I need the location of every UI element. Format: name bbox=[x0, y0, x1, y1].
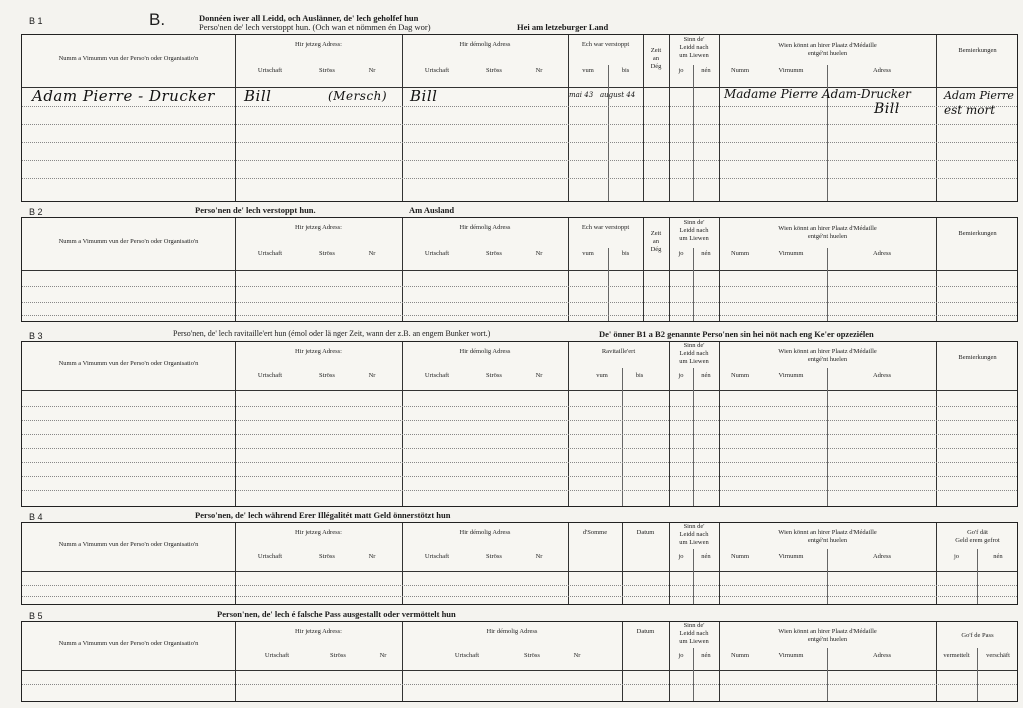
b1-sinn-1: Sinn de' bbox=[683, 36, 705, 43]
b4-addr-now-nr: Nr bbox=[368, 553, 376, 560]
b2-title-right: Am Ausland bbox=[409, 205, 455, 215]
b2-hidden-to: bis bbox=[621, 250, 630, 257]
b4-wien-1: Wien könnt an hirer Plaatz d'Médaille bbox=[778, 529, 877, 536]
b2-addr-now-street: Ströss bbox=[319, 250, 335, 257]
b5-sinn-3: um Liewen bbox=[679, 638, 709, 645]
b2-rec-name: Numm bbox=[730, 250, 750, 257]
b4-addr-now-place: Urtschaft bbox=[257, 553, 283, 560]
form-letter: B. bbox=[149, 10, 166, 29]
b1-sinn-nen: nén bbox=[701, 67, 711, 74]
b2-addr-now-header: Hir jetzeg Adress: bbox=[295, 224, 342, 231]
b3-addr-now-header: Hir jetzeg Adress: bbox=[295, 348, 342, 355]
table-b1 bbox=[21, 34, 1018, 202]
b1-entry-remark-1: Adam Pierre bbox=[944, 89, 1014, 102]
b2-addr-then-place: Urtschaft bbox=[424, 250, 450, 257]
b1-entry-remark-2: est mort bbox=[944, 103, 996, 117]
b5-sinn-2: Leidd nach bbox=[679, 630, 709, 637]
b1-entry-rec-place: Bill bbox=[874, 101, 900, 117]
b1-sinn-2: Leidd nach bbox=[679, 44, 709, 51]
b4-rec-address: Adress bbox=[872, 553, 892, 560]
section-b5 bbox=[21, 609, 1018, 702]
b3-addr-now-street: Ströss bbox=[319, 372, 335, 379]
b4-sinn-2: Leidd nach bbox=[679, 531, 709, 538]
b4-sinn-3: um Liewen bbox=[679, 539, 709, 546]
b5-gof-header: Go'f de Pass bbox=[961, 632, 994, 639]
b1-rec-address: Adress bbox=[872, 67, 892, 74]
b1-hidden-to: bis bbox=[621, 67, 630, 74]
b5-rec-firstname: Virnumm bbox=[778, 652, 804, 659]
b5-addr-now-header: Hir jetzeg Adress: bbox=[295, 628, 342, 635]
b1-entry-now-place: Bill bbox=[244, 87, 272, 105]
b2-title: Perso'nen de' lech verstoppt hun. bbox=[195, 205, 316, 215]
b4-sinn-1: Sinn de' bbox=[683, 523, 705, 530]
b5-wien-1: Wien könnt an hirer Plaatz d'Médaille bbox=[778, 628, 877, 635]
b5-rec-address: Adress bbox=[872, 652, 892, 659]
b1-addr-then-header: Hir démolig Adress bbox=[459, 41, 511, 48]
b3-addr-then-place: Urtschaft bbox=[424, 372, 450, 379]
b5-sinn-1: Sinn de' bbox=[683, 622, 705, 629]
b2-sinn-nen: nén bbox=[701, 250, 711, 257]
b3-addr-then-nr: Nr bbox=[535, 372, 543, 379]
b2-zeit-2: an bbox=[652, 238, 660, 245]
b5-gof-verschaft: verschäft bbox=[986, 652, 1010, 659]
b1-zeit-3: Dég bbox=[650, 63, 662, 70]
b1-addr-then-place: Urtschaft bbox=[424, 67, 450, 74]
b2-addr-now-nr: Nr bbox=[368, 250, 376, 257]
b1-entry-name: Adam Pierre - Drucker bbox=[32, 87, 215, 105]
b4-sinn-jo: jo bbox=[678, 553, 684, 560]
b3-name-col-header: Numm a Vimumm vun der Perso'n oder Organisatio'n bbox=[58, 360, 199, 367]
b4-addr-then-header: Hir démolig Adress bbox=[459, 529, 511, 536]
b1-rec-firstname: Virnumm bbox=[778, 67, 804, 74]
b1-rec-name: Numm bbox=[730, 67, 750, 74]
b3-rec-name: Numm bbox=[730, 372, 750, 379]
b1-entry-rec-name: Madame Pierre Adam-Drucker bbox=[724, 87, 911, 101]
b5-date-header: Datum bbox=[636, 628, 655, 635]
b5-gof-vermettelt: vermettelt bbox=[943, 652, 970, 659]
b4-addr-then-place: Urtschaft bbox=[424, 553, 450, 560]
b2-addr-then-header: Hir démolig Adress bbox=[459, 224, 511, 231]
b2-hidden-header: Ech war verstoppt bbox=[581, 224, 630, 231]
b3-sinn-nen: nén bbox=[701, 372, 711, 379]
b2-addr-then-nr: Nr bbox=[535, 250, 543, 257]
b1-addr-now-street: Ströss bbox=[319, 67, 335, 74]
b5-addr-then-street: Ströss bbox=[524, 652, 540, 659]
b2-sinn-3: um Liewen bbox=[679, 235, 709, 242]
b3-sinn-3: um Liewen bbox=[679, 358, 709, 365]
b4-addr-then-street: Ströss bbox=[486, 553, 502, 560]
b4-rec-firstname: Virnumm bbox=[778, 553, 804, 560]
b5-addr-then-header: Hir démolig Adress bbox=[486, 628, 538, 635]
b3-sinn-2: Leidd nach bbox=[679, 350, 709, 357]
b4-date-header: Datum bbox=[636, 529, 655, 536]
b1-zeit-1: Zeit bbox=[650, 47, 662, 54]
b5-addr-then-place: Urtschaft bbox=[454, 652, 480, 659]
header-line2-right: Hei am letzeburger Land bbox=[517, 22, 609, 32]
b5-wien-2: entgé'nt huelen bbox=[807, 636, 848, 643]
b4-title: Perso'nen, de' lech während Erer Illégalitét matt Geld önnerstötzt hun bbox=[195, 510, 451, 520]
b2-addr-then-street: Ströss bbox=[486, 250, 502, 257]
b4-wien-2: entgé'nt huelen bbox=[807, 537, 848, 544]
section-b3-id: B 3 bbox=[29, 331, 43, 341]
b5-rec-name: Numm bbox=[730, 652, 750, 659]
b5-addr-then-nr: Nr bbox=[573, 652, 581, 659]
b1-entry-to: august 44 bbox=[600, 91, 636, 99]
b1-addr-then-nr: Nr bbox=[535, 67, 543, 74]
b4-addr-now-street: Ströss bbox=[319, 553, 335, 560]
b3-ravit-from: vum bbox=[596, 372, 608, 379]
b1-wien-2: entgé'nt huelen bbox=[807, 50, 848, 57]
section-b1-id: B 1 bbox=[29, 16, 43, 26]
form-page bbox=[21, 12, 1018, 702]
b2-name-col-header: Numm a Vimumm vun der Perso'n oder Organisatio'n bbox=[58, 238, 199, 245]
b1-zeit-2: an bbox=[652, 55, 660, 62]
b3-addr-then-header: Hir démolig Adress bbox=[459, 348, 511, 355]
section-b1 bbox=[21, 12, 1018, 202]
b4-sum-header: d'Somme bbox=[582, 529, 608, 536]
b4-rec-name: Numm bbox=[730, 553, 750, 560]
b2-wien-1: Wien könnt an hirer Plaatz d'Médaille bbox=[778, 225, 877, 232]
b3-addr-then-street: Ströss bbox=[486, 372, 502, 379]
b3-wien-2: entgé'nt huelen bbox=[807, 356, 848, 363]
b1-addr-then-street: Ströss bbox=[486, 67, 502, 74]
table-b5 bbox=[21, 621, 1018, 702]
b3-wien-1: Wien könnt an hirer Plaatz d'Médaille bbox=[778, 348, 877, 355]
b1-sinn-3: um Liewen bbox=[679, 52, 709, 59]
b3-sinn-1: Sinn de' bbox=[683, 342, 705, 349]
section-b2 bbox=[21, 205, 1018, 322]
section-b3 bbox=[21, 329, 1018, 507]
section-b4 bbox=[21, 510, 1018, 605]
b2-wien-2: entgé'nt huelen bbox=[807, 233, 848, 240]
b1-addr-now-place: Urtschaft bbox=[257, 67, 283, 74]
b5-title: Person'nen, de' lech é falsche Pass ausgestallt oder vermöttelt hun bbox=[217, 609, 456, 619]
b2-rec-firstname: Virnumm bbox=[778, 250, 804, 257]
b1-addr-now-nr: Nr bbox=[368, 67, 376, 74]
section-b2-id: B 2 bbox=[29, 207, 43, 217]
b3-title-right: De' önner B1 a B2 genannte Perso'nen sin hei nöt nach eng Ke'er opzeziélen bbox=[599, 329, 874, 339]
b4-addr-then-nr: Nr bbox=[535, 553, 543, 560]
b2-hidden-from: vum bbox=[582, 250, 594, 257]
b1-hidden-header: Ech war verstoppt bbox=[581, 41, 630, 48]
b2-zeit-1: Zeit bbox=[650, 230, 662, 237]
b3-rec-address: Adress bbox=[872, 372, 892, 379]
b1-hidden-from: vum bbox=[582, 67, 594, 74]
table-b4 bbox=[21, 522, 1018, 605]
b5-sinn-jo: jo bbox=[678, 652, 684, 659]
b3-sinn-jo: jo bbox=[678, 372, 684, 379]
b3-remarks-header: Bemierkungen bbox=[958, 354, 997, 361]
b4-gof-2: Geld erem gefrot bbox=[955, 537, 1000, 544]
header-line1: Donnéen iwer all Leidd, och Auslänner, de' lech geholfef hun bbox=[199, 13, 419, 23]
b1-entry-now-street: (Mersch) bbox=[328, 89, 388, 103]
b1-sinn-jo: jo bbox=[678, 67, 684, 74]
b5-addr-now-street: Ströss bbox=[330, 652, 346, 659]
b5-addr-now-place: Urtschaft bbox=[264, 652, 290, 659]
b5-sinn-nen: nén bbox=[701, 652, 711, 659]
b1-entry-from: mai 43 bbox=[569, 91, 594, 99]
b3-ravit-to: bis bbox=[635, 372, 644, 379]
b4-name-col-header: Numm a Vimumm vun der Perso'n oder Organisatio'n bbox=[58, 541, 199, 548]
b4-gof-1: Go'f dät bbox=[967, 529, 988, 536]
header-line2: Perso'nen de' lech verstoppt hun. (Och wan et nömmen én Dag wor) bbox=[199, 22, 431, 32]
b1-entry-then-place: Bill bbox=[410, 87, 438, 105]
b2-remarks-header: Bemierkungen bbox=[958, 230, 997, 237]
b2-zeit-3: Dég bbox=[650, 246, 662, 253]
b2-sinn-2: Leidd nach bbox=[679, 227, 709, 234]
section-b4-id: B 4 bbox=[29, 512, 43, 522]
b2-sinn-1: Sinn de' bbox=[683, 219, 705, 226]
b1-wien-1: Wien könnt an hirer Plaatz d'Médaille bbox=[778, 42, 877, 49]
b1-name-col-header: Numm a Vimumm vun der Perso'n oder Organisatio'n bbox=[58, 55, 199, 62]
b4-gof-jo: jo bbox=[953, 553, 960, 560]
b3-addr-now-place: Urtschaft bbox=[257, 372, 283, 379]
table-b3 bbox=[21, 341, 1018, 507]
table-b2 bbox=[21, 217, 1018, 322]
b1-remarks-header: Bemierkungen bbox=[958, 47, 997, 54]
b4-addr-now-header: Hir jetzeg Adress: bbox=[295, 529, 342, 536]
b2-rec-address: Adress bbox=[872, 250, 892, 257]
b3-title: Perso'nen, de' lech ravitaille'ert hun (émol oder lä nger Zeit, wann der z.B. an engem Bunker wort.) bbox=[173, 329, 491, 338]
b2-addr-now-place: Urtschaft bbox=[257, 250, 283, 257]
b2-sinn-jo: jo bbox=[678, 250, 684, 257]
b3-rec-firstname: Virnumm bbox=[778, 372, 804, 379]
b5-name-col-header: Numm a Vimumm vun der Perso'n oder Organisatio'n bbox=[58, 640, 199, 647]
b4-sinn-nen: nén bbox=[701, 553, 711, 560]
b4-gof-nen: nén bbox=[993, 553, 1003, 560]
b1-addr-now-header: Hir jetzeg Adress: bbox=[295, 41, 342, 48]
b3-ravit-header: Ravitaille'ert bbox=[601, 348, 636, 355]
b3-addr-now-nr: Nr bbox=[368, 372, 376, 379]
b5-addr-now-nr: Nr bbox=[379, 652, 387, 659]
section-b5-id: B 5 bbox=[29, 611, 43, 621]
